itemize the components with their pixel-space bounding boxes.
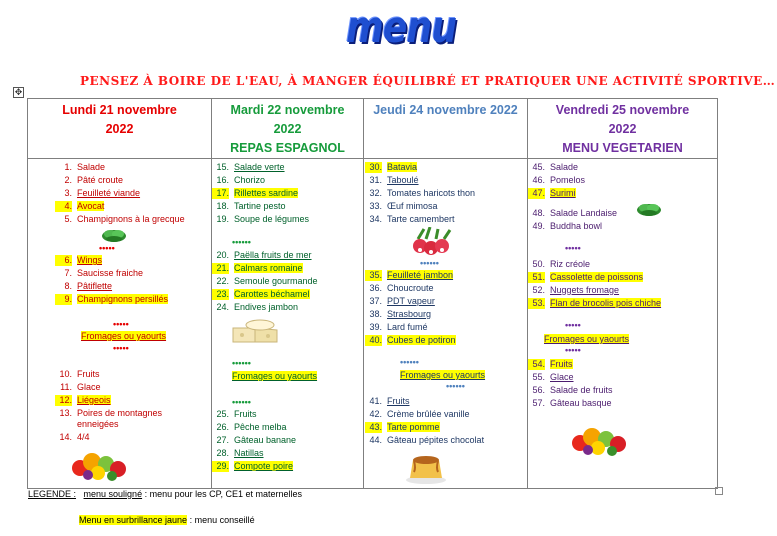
list-item: 10. Fruits — [59, 369, 100, 379]
separator-stars: ••••• — [565, 243, 581, 253]
list-item: 15. Salade verte — [216, 162, 285, 172]
list-item: 22. Semoule gourmande — [216, 276, 318, 286]
fruit-basket-image — [68, 446, 130, 482]
list-item: 16. Chorizo — [216, 175, 266, 185]
list-item: 7. Saucisse fraiche — [64, 268, 144, 278]
list-item: Fromages ou yaourts — [232, 371, 318, 381]
menu-table — [27, 98, 718, 489]
separator-stars: •••••• — [420, 258, 439, 268]
list-item: 37. PDT vapeur — [369, 296, 435, 306]
list-item: 51. Cassolette de poissons — [528, 272, 643, 283]
list-item: 42. Crème brûlée vanille — [369, 409, 470, 419]
list-item: 14. 4/4 — [59, 432, 90, 442]
table-resize-handle[interactable] — [715, 487, 723, 495]
list-item: 44. Gâteau pépites chocolat — [369, 435, 485, 445]
fruit-basket-image — [568, 421, 630, 457]
list-item: 5. Champignons à la grecque — [64, 214, 185, 224]
list-item: 6. Wings — [55, 255, 102, 266]
list-item: 25. Fruits — [216, 409, 257, 419]
column-tuesday — [212, 159, 364, 489]
column-monday — [28, 159, 212, 489]
list-item: 57. Gâteau basque — [532, 398, 612, 408]
list-item: 28. Natillas — [216, 448, 264, 458]
list-item: 46. Pomelos — [532, 175, 586, 185]
list-item: 18. Tartine pesto — [216, 201, 286, 211]
separator-stars: •••••• — [446, 381, 465, 391]
list-item: 3. Feuilleté viande — [64, 188, 141, 198]
list-item: 26. Pêche melba — [216, 422, 287, 432]
list-item: Fromages ou yaourts — [544, 334, 630, 344]
list-item: 33. Œuf mimosa — [369, 201, 438, 211]
list-item: 56. Salade de fruits — [532, 385, 613, 395]
slogan: PENSEZ À BOIRE DE L'EAU, À MANGER ÉQUILIBRÉ ET PRATIQUER UNE ACTIVITÉ SPORTIVE… — [80, 74, 776, 88]
list-item: 1. Salade — [64, 162, 106, 172]
header-thursday: Jeudi 24 novembre 2022 — [364, 99, 528, 159]
separator-stars: •••••• — [232, 397, 251, 407]
list-item: 34. Tarte camembert — [369, 214, 455, 224]
salad-image — [101, 226, 127, 243]
list-item: 23. Carottes béchamel — [212, 289, 310, 300]
list-item: 30. Batavia — [365, 162, 417, 173]
flan-image — [404, 448, 448, 486]
list-item: 19. Soupe de légumes — [216, 214, 310, 224]
list-item: 35. Feuilleté jambon — [365, 270, 453, 281]
list-item: 54. Fruits — [528, 359, 573, 370]
list-item: 4. Avocat — [55, 201, 104, 212]
legend-line-1: LEGENDE : menu souligné : menu pour les CP, CE1 et maternelles — [28, 489, 302, 499]
list-item: 11. Glace — [60, 382, 101, 392]
header-monday: Lundi 21 novembre 2022 — [28, 99, 212, 159]
list-item: 21. Calmars romaine — [212, 263, 303, 274]
list-item: Fromages ou yaourts — [400, 370, 486, 380]
separator-stars: ••••• — [565, 320, 581, 330]
list-item: 43. Tarte pomme — [365, 422, 440, 433]
list-item: 17. Rillettes sardine — [212, 188, 298, 199]
list-item: 40. Cubes de potiron — [365, 335, 456, 346]
list-item: 39. Lard fumé — [369, 322, 428, 332]
list-item: 50. Riz créole — [532, 259, 591, 269]
list-item: 31. Taboulé — [369, 175, 419, 185]
list-item: 36. Choucroute — [369, 283, 434, 293]
separator-stars: ••••• — [113, 343, 129, 353]
salad-image — [636, 200, 662, 217]
list-item: 45. Salade — [532, 162, 579, 172]
list-item: 27. Gâteau banane — [216, 435, 297, 445]
legend-line-2: Menu en surbrillance jaune : menu conseillé — [79, 515, 255, 525]
list-item: Fromages ou yaourts — [81, 331, 167, 341]
list-item: 12. Liégeois — [55, 395, 111, 406]
list-item: 49. Buddha bowl — [532, 221, 603, 231]
list-item: 52. Nuggets fromage — [532, 285, 620, 295]
separator-stars: ••••• — [99, 243, 115, 253]
list-item: 32. Tomates haricots thon — [369, 188, 476, 198]
menu-title: menu — [346, 2, 457, 53]
header-tuesday: Mardi 22 novembre 2022 REPAS ESPAGNOL — [212, 99, 364, 159]
column-thursday — [364, 159, 528, 489]
radish-image — [410, 227, 456, 257]
separator-stars: •••••• — [232, 358, 251, 368]
list-item: 20. Paëlla fruits de mer — [216, 250, 312, 260]
list-item: 29. Compote poire — [212, 461, 293, 472]
list-item: 53. Flan de brocolis pois chiche — [528, 298, 661, 309]
list-item: 2. Pâté croute — [64, 175, 124, 185]
header-friday: Vendredi 25 novembre 2022 MENU VEGETARIEN — [528, 99, 718, 159]
list-item: 9. Champignons persillés — [55, 294, 168, 305]
list-item: 55. Glace — [532, 372, 574, 382]
list-item: 13. Poires de montagnes — [59, 408, 163, 418]
list-item: 47. Surimi — [528, 188, 576, 199]
column-friday — [528, 159, 718, 489]
separator-stars: ••••• — [113, 319, 129, 329]
separator-stars: •••••• — [232, 237, 251, 247]
separator-stars: ••••• — [565, 345, 581, 355]
cheese-image — [230, 316, 280, 346]
list-item: 8. Pâtiflette — [64, 281, 113, 291]
list-item: 24. Endives jambon — [216, 302, 299, 312]
table-move-handle-icon[interactable]: ✥ — [14, 87, 23, 97]
separator-stars: •••••• — [400, 357, 419, 367]
list-item: 38. Strasbourg — [369, 309, 432, 319]
list-item: 48. Salade Landaise — [532, 208, 618, 218]
list-item: enneigées — [77, 419, 119, 429]
list-item: 41. Fruits — [369, 396, 410, 406]
